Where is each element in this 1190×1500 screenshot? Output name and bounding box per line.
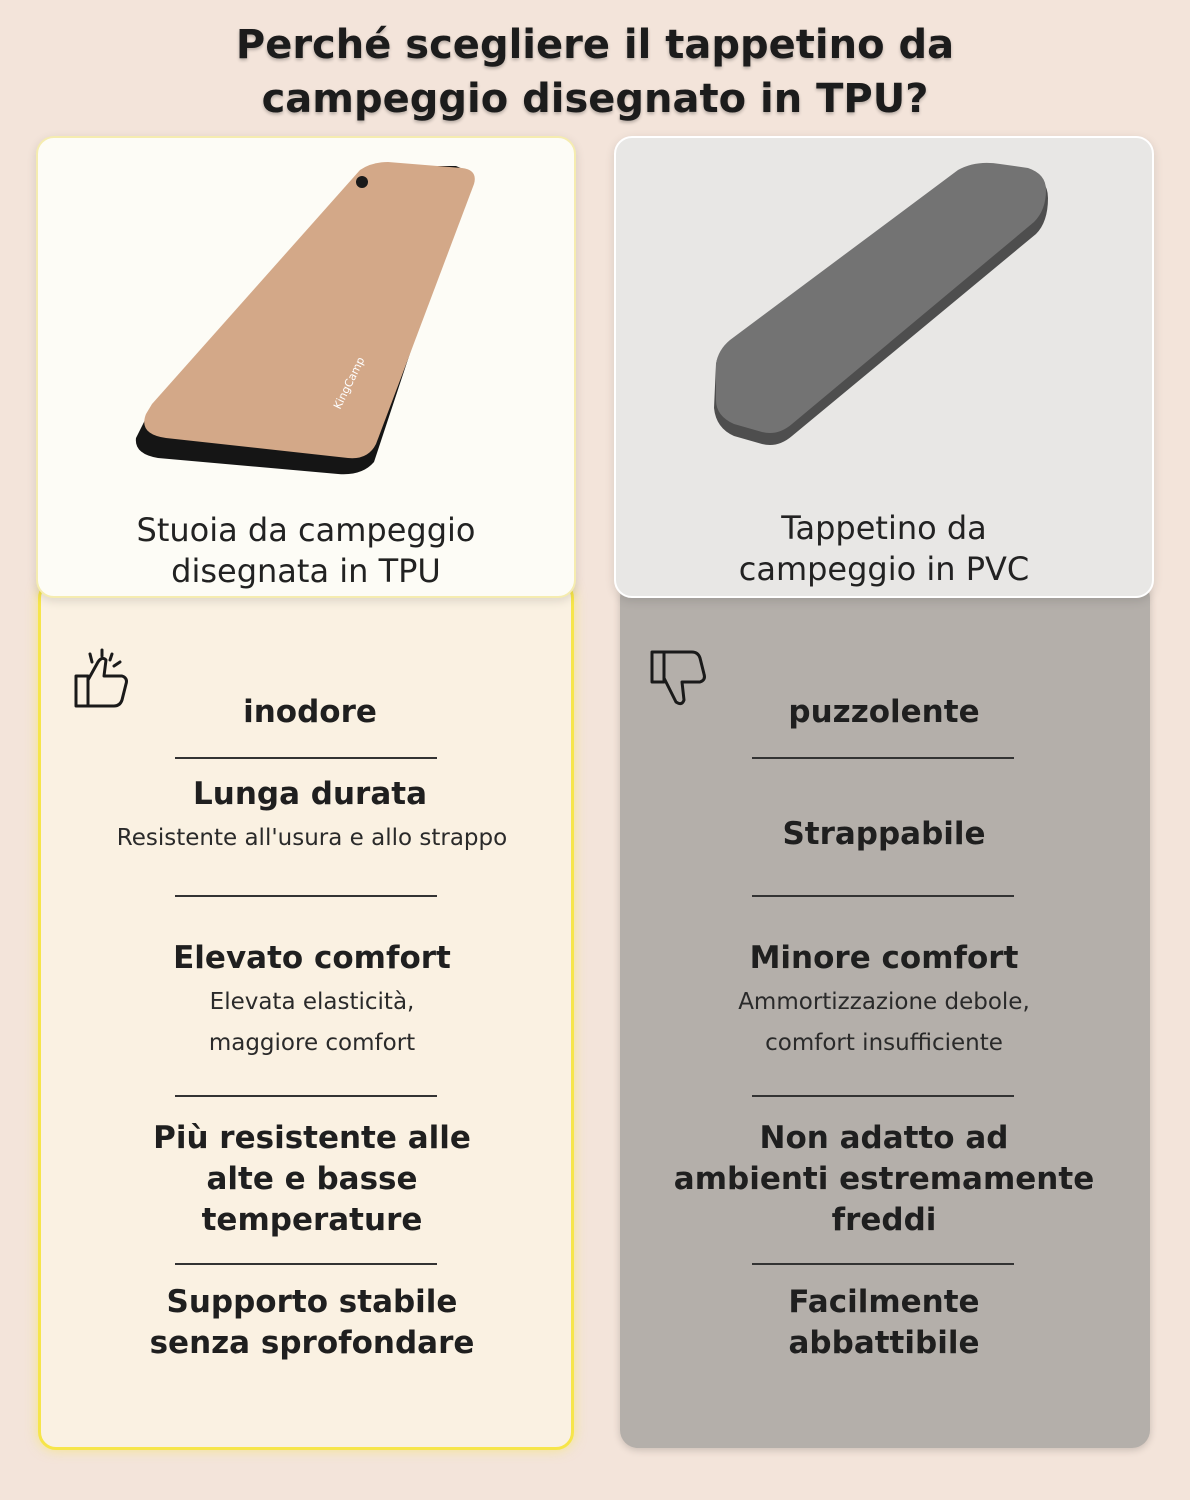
divider xyxy=(752,1095,1014,1097)
divider xyxy=(175,895,437,897)
pvc-caption-line-1: Tappetino da xyxy=(781,509,987,547)
tpu-feature-durability-detail: Resistente all'usura e allo strappo xyxy=(116,825,508,851)
tpu-feature-durability: Lunga durata xyxy=(193,776,427,812)
tpu-feature-support: Supporto stabile senza sprofondare xyxy=(149,1284,475,1361)
pvc-caption-line-2: campeggio in PVC xyxy=(738,550,1030,588)
tpu-feature-comfort: Elevato comfort xyxy=(173,940,451,976)
pvc-caption xyxy=(616,508,1152,590)
tpu-feature-comfort-detail-2: maggiore comfort xyxy=(208,1030,416,1056)
pvc-feature-smelly: puzzolente xyxy=(788,694,980,730)
divider xyxy=(175,1095,437,1097)
tpu-feature-comfort-detail-1: Elevata elasticità, xyxy=(209,989,415,1015)
pvc-feature-collapsible: Facilmente abbattibile xyxy=(788,1284,980,1361)
divider xyxy=(752,1263,1014,1265)
title-line-2: campeggio disegnato in TPU? xyxy=(261,76,929,122)
tpu-caption xyxy=(38,510,574,592)
tpu-caption-line-2: disegnata in TPU xyxy=(171,552,441,590)
title-line-1: Perché scegliere il tappetino da xyxy=(235,22,955,68)
divider xyxy=(175,757,437,759)
pvc-feature-cold: Non adatto ad ambienti estremamente freddi xyxy=(673,1120,1095,1238)
tpu-caption-line-1: Stuoia da campeggio xyxy=(136,511,476,549)
pvc-feature-comfort: Minore comfort xyxy=(749,940,1019,976)
pvc-feature-comfort-detail-1: Ammortizzazione debole, xyxy=(738,989,1030,1015)
page-title xyxy=(0,18,1190,126)
tpu-feature-temperature: Più resistente alle alte e basse temperature xyxy=(153,1120,471,1238)
pvc-feature-comfort-detail-2: comfort insufficiente xyxy=(765,1030,1003,1056)
tpu-feature-odorless: inodore xyxy=(243,694,377,730)
tpu-mat-logo: KingCamp xyxy=(331,354,368,412)
divider xyxy=(752,757,1014,759)
divider xyxy=(175,1263,437,1265)
pvc-feature-tearable: Strappabile xyxy=(782,816,986,852)
tpu-product-card xyxy=(36,136,576,598)
pvc-product-card xyxy=(614,136,1154,598)
divider xyxy=(752,895,1014,897)
